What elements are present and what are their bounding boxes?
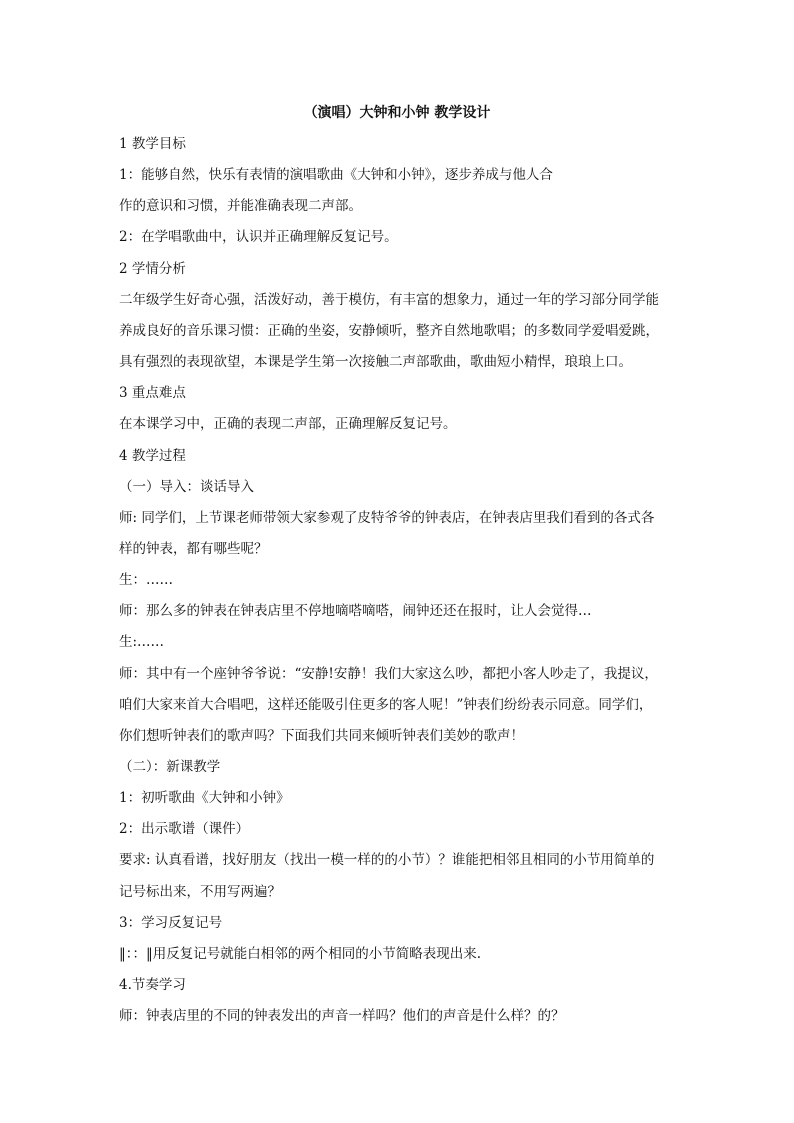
document-title: （演唱）大钟和小钟 教学设计 — [303, 105, 491, 121]
paragraph-line: 二年级学生好奇心强，活泼好动，善于模仿，有丰富的想象力，通过一年的学习部分同学能 — [119, 292, 659, 308]
paragraph-line: 作的意识和习惯，并能准确表现二声部。 — [119, 198, 362, 214]
paragraph-line: 要求: 认真看谱，找好朋友（找出一模一样的的小节）？谁能把相邻且相同的小节用简单的 — [119, 852, 655, 868]
paragraph-line: 生：…… — [119, 572, 173, 588]
subsection-heading: （一）导入：谈话导入 — [119, 479, 254, 495]
subsection-heading: （二）：新课教学 — [119, 759, 221, 775]
section-heading: 4 教学过程 — [119, 448, 186, 464]
paragraph-line: 师：其中有一个座钟爷爷说：“安静!安静！我们大家这么吵，都把小客人吵走了，我提议， — [119, 666, 658, 682]
paragraph-line: 你们想听钟表们的歌声吗？下面我们共同来倾听钟表们美妙的歌声！ — [119, 728, 524, 744]
paragraph-line: 样的钟表，都有哪些呢？ — [119, 541, 268, 557]
paragraph-line: 1：能够自然，快乐有表情的演唱歌曲《大钟和小钟》，逐步养成与他人合 — [119, 167, 553, 183]
section-heading: 3 重点难点 — [119, 385, 186, 401]
section-heading: 1 教学目标 — [119, 136, 186, 152]
paragraph-line: 师: 同学们，上节课老师带领大家参观了皮特爷爷的钟表店，在钟表店里我们看到的各式各 — [119, 510, 655, 526]
paragraph-line: 3：学习反复记号 — [119, 915, 223, 931]
section-heading: 2 学情分析 — [119, 261, 186, 277]
paragraph-line: 4.节奏学习 — [119, 977, 186, 993]
paragraph-line: 养成良好的音乐课习惯：正确的坐姿，安静倾听，整齐自然地歌唱；的多数同学爱唱爱跳， — [119, 323, 659, 339]
paragraph-line: 1：初听歌曲《大钟和小钟》 — [119, 790, 290, 806]
paragraph-line: 生:…… — [119, 634, 165, 650]
paragraph-line: ‖：：‖用反复记号就能白相邻的两个相同的小节简略表现出来. — [119, 946, 482, 962]
paragraph-line: 在本课学习中，正确的表现二声部，正确理解反复记号。 — [119, 416, 457, 432]
paragraph-line: 咱们大家来首大合唱吧，这样还能吸引住更多的客人呢！”钟表们纷纷表示同意。同学们， — [119, 697, 653, 713]
paragraph-line: 2：在学唱歌曲中，认识并正确理解反复记号。 — [119, 229, 398, 245]
paragraph-line: 2：出示歌谱（课件） — [119, 821, 250, 837]
paragraph-line: 师：那么多的钟表在钟表店里不停地嘀嗒嘀嗒，闹钟还还在报时，让人会觉得… — [119, 603, 592, 619]
paragraph-line: 记号标出来，不用写两遍？ — [119, 884, 281, 900]
paragraph-line: 师：钟表店里的不同的钟表发出的声音一样吗？他们的声音是什么样？的？ — [119, 1008, 565, 1024]
paragraph-line: 具有强烈的表现欲望，本课是学生第一次接触二声部歌曲，歌曲短小精悍，琅琅上口。 — [119, 354, 632, 370]
